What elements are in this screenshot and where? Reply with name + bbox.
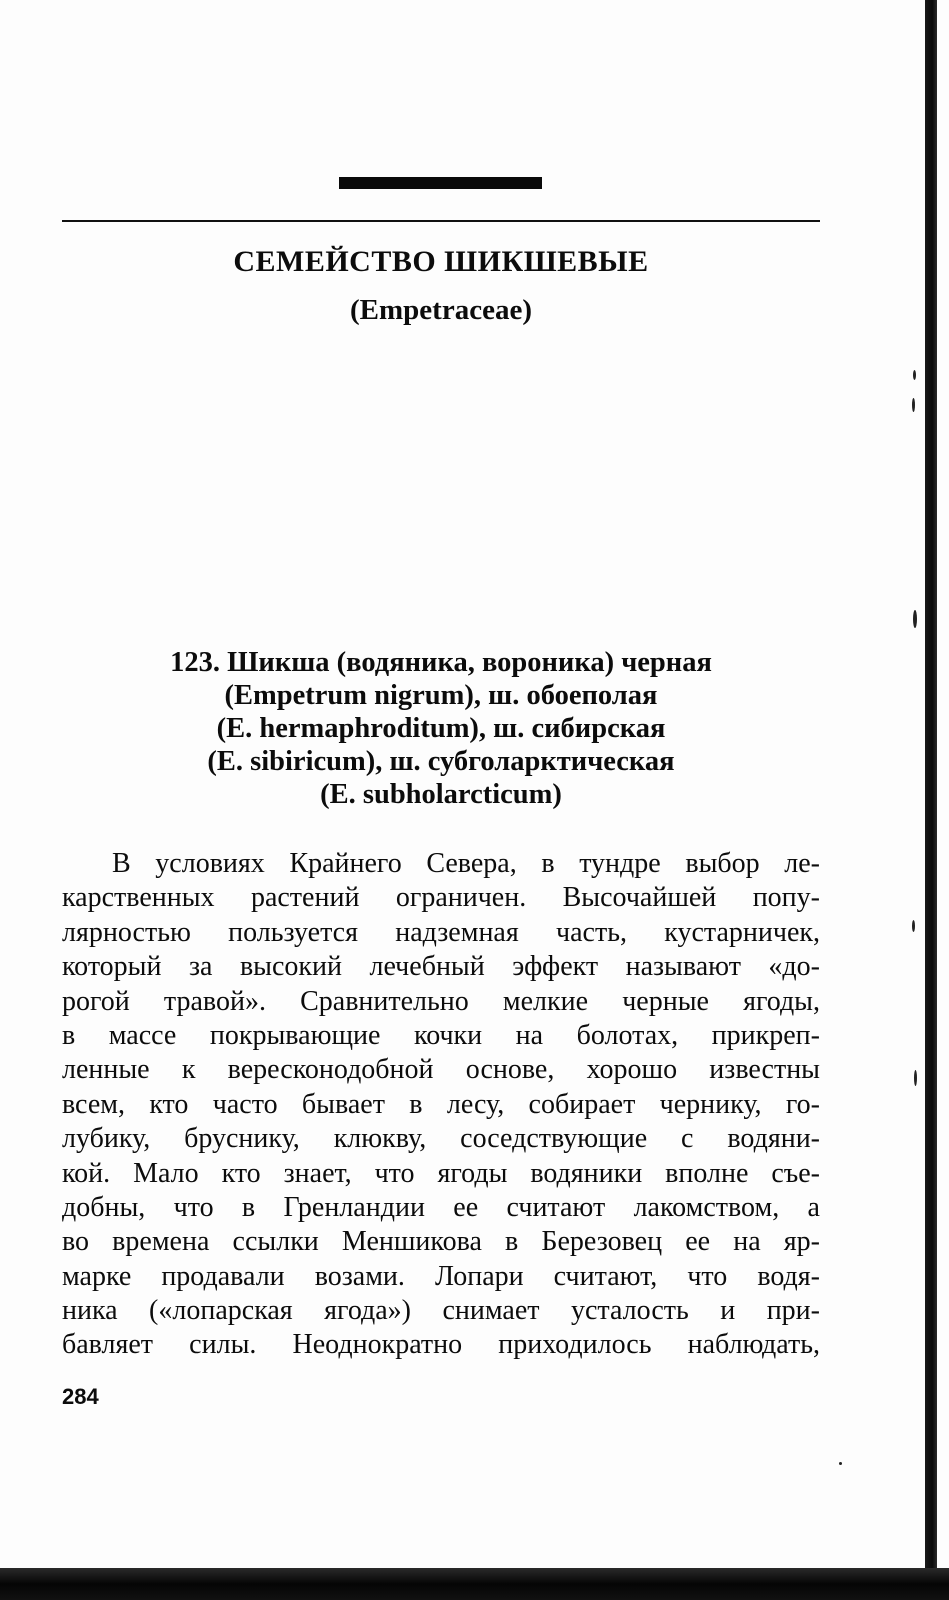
entry-body-paragraph xyxy=(62,847,820,1363)
body-line: ника («лопарская ягода») снимает усталость и при- xyxy=(62,1295,820,1327)
body-line: рогой травой». Сравнительно мелкие черные ягоды, xyxy=(62,985,820,1017)
body-line: лярностью пользуется надземная часть, кустарничек, xyxy=(62,916,820,948)
body-line: ленные к вересконодобной основе, хорошо известны xyxy=(62,1054,820,1086)
scan-edge-bottom xyxy=(0,1568,949,1600)
chapter-ornament-bar xyxy=(339,177,542,189)
scan-speck xyxy=(914,1070,917,1086)
body-line: добны, что в Гренландии ее считают лакомством, а xyxy=(62,1191,820,1223)
body-line: который за высокий лечебный эффект называют «до- xyxy=(62,951,820,983)
body-line: бавляет силы. Неоднократно приходилось наблюдать, xyxy=(62,1329,820,1361)
scan-speck xyxy=(912,398,915,412)
page-number: 284 xyxy=(62,1384,99,1409)
entry-heading-line: (E. hermaphroditum), ш. сибирская xyxy=(216,713,666,744)
entry-heading-line: (E. sibiricum), ш. субголарктическая xyxy=(207,746,675,777)
body-line: во времена ссылки Меншикова в Березовец ее на яр- xyxy=(62,1226,820,1258)
family-title: СЕМЕЙСТВО ШИКШЕВЫЕ xyxy=(233,245,649,278)
scan-speck xyxy=(839,1462,842,1465)
body-line: кой. Мало кто знает, что ягоды водяники вполне съе- xyxy=(62,1157,820,1189)
scan-speck xyxy=(912,920,915,932)
scan-edge-right xyxy=(925,0,937,1600)
body-line: лубику, бруснику, клюкву, соседствующие с водяни- xyxy=(62,1123,820,1155)
entry-heading-line: (E. subholarcticum) xyxy=(320,779,562,810)
body-line: В условиях Крайнего Севера, в тундре выбор ле- xyxy=(112,848,820,879)
body-line: в массе покрывающие кочки на болотах, прикреп- xyxy=(62,1019,820,1051)
entry-heading xyxy=(62,646,820,811)
body-line: марке продавали возами. Лопари считают, что водя- xyxy=(62,1260,820,1292)
body-line: карственных растений ограничен. Высочайшей попу- xyxy=(62,882,820,914)
entry-heading-line: (Empetrum nigrum), ш. обоеполая xyxy=(224,680,658,711)
chapter-rule xyxy=(62,220,820,222)
scan-speck xyxy=(913,610,917,628)
scan-speck xyxy=(913,370,916,380)
body-line: всем, кто часто бывает в лесу, собирает чернику, го- xyxy=(62,1088,820,1120)
family-latin-name: (Empetraceae) xyxy=(350,294,532,326)
entry-heading-line: 123. Шикша (водяника, вороника) черная xyxy=(170,647,712,678)
